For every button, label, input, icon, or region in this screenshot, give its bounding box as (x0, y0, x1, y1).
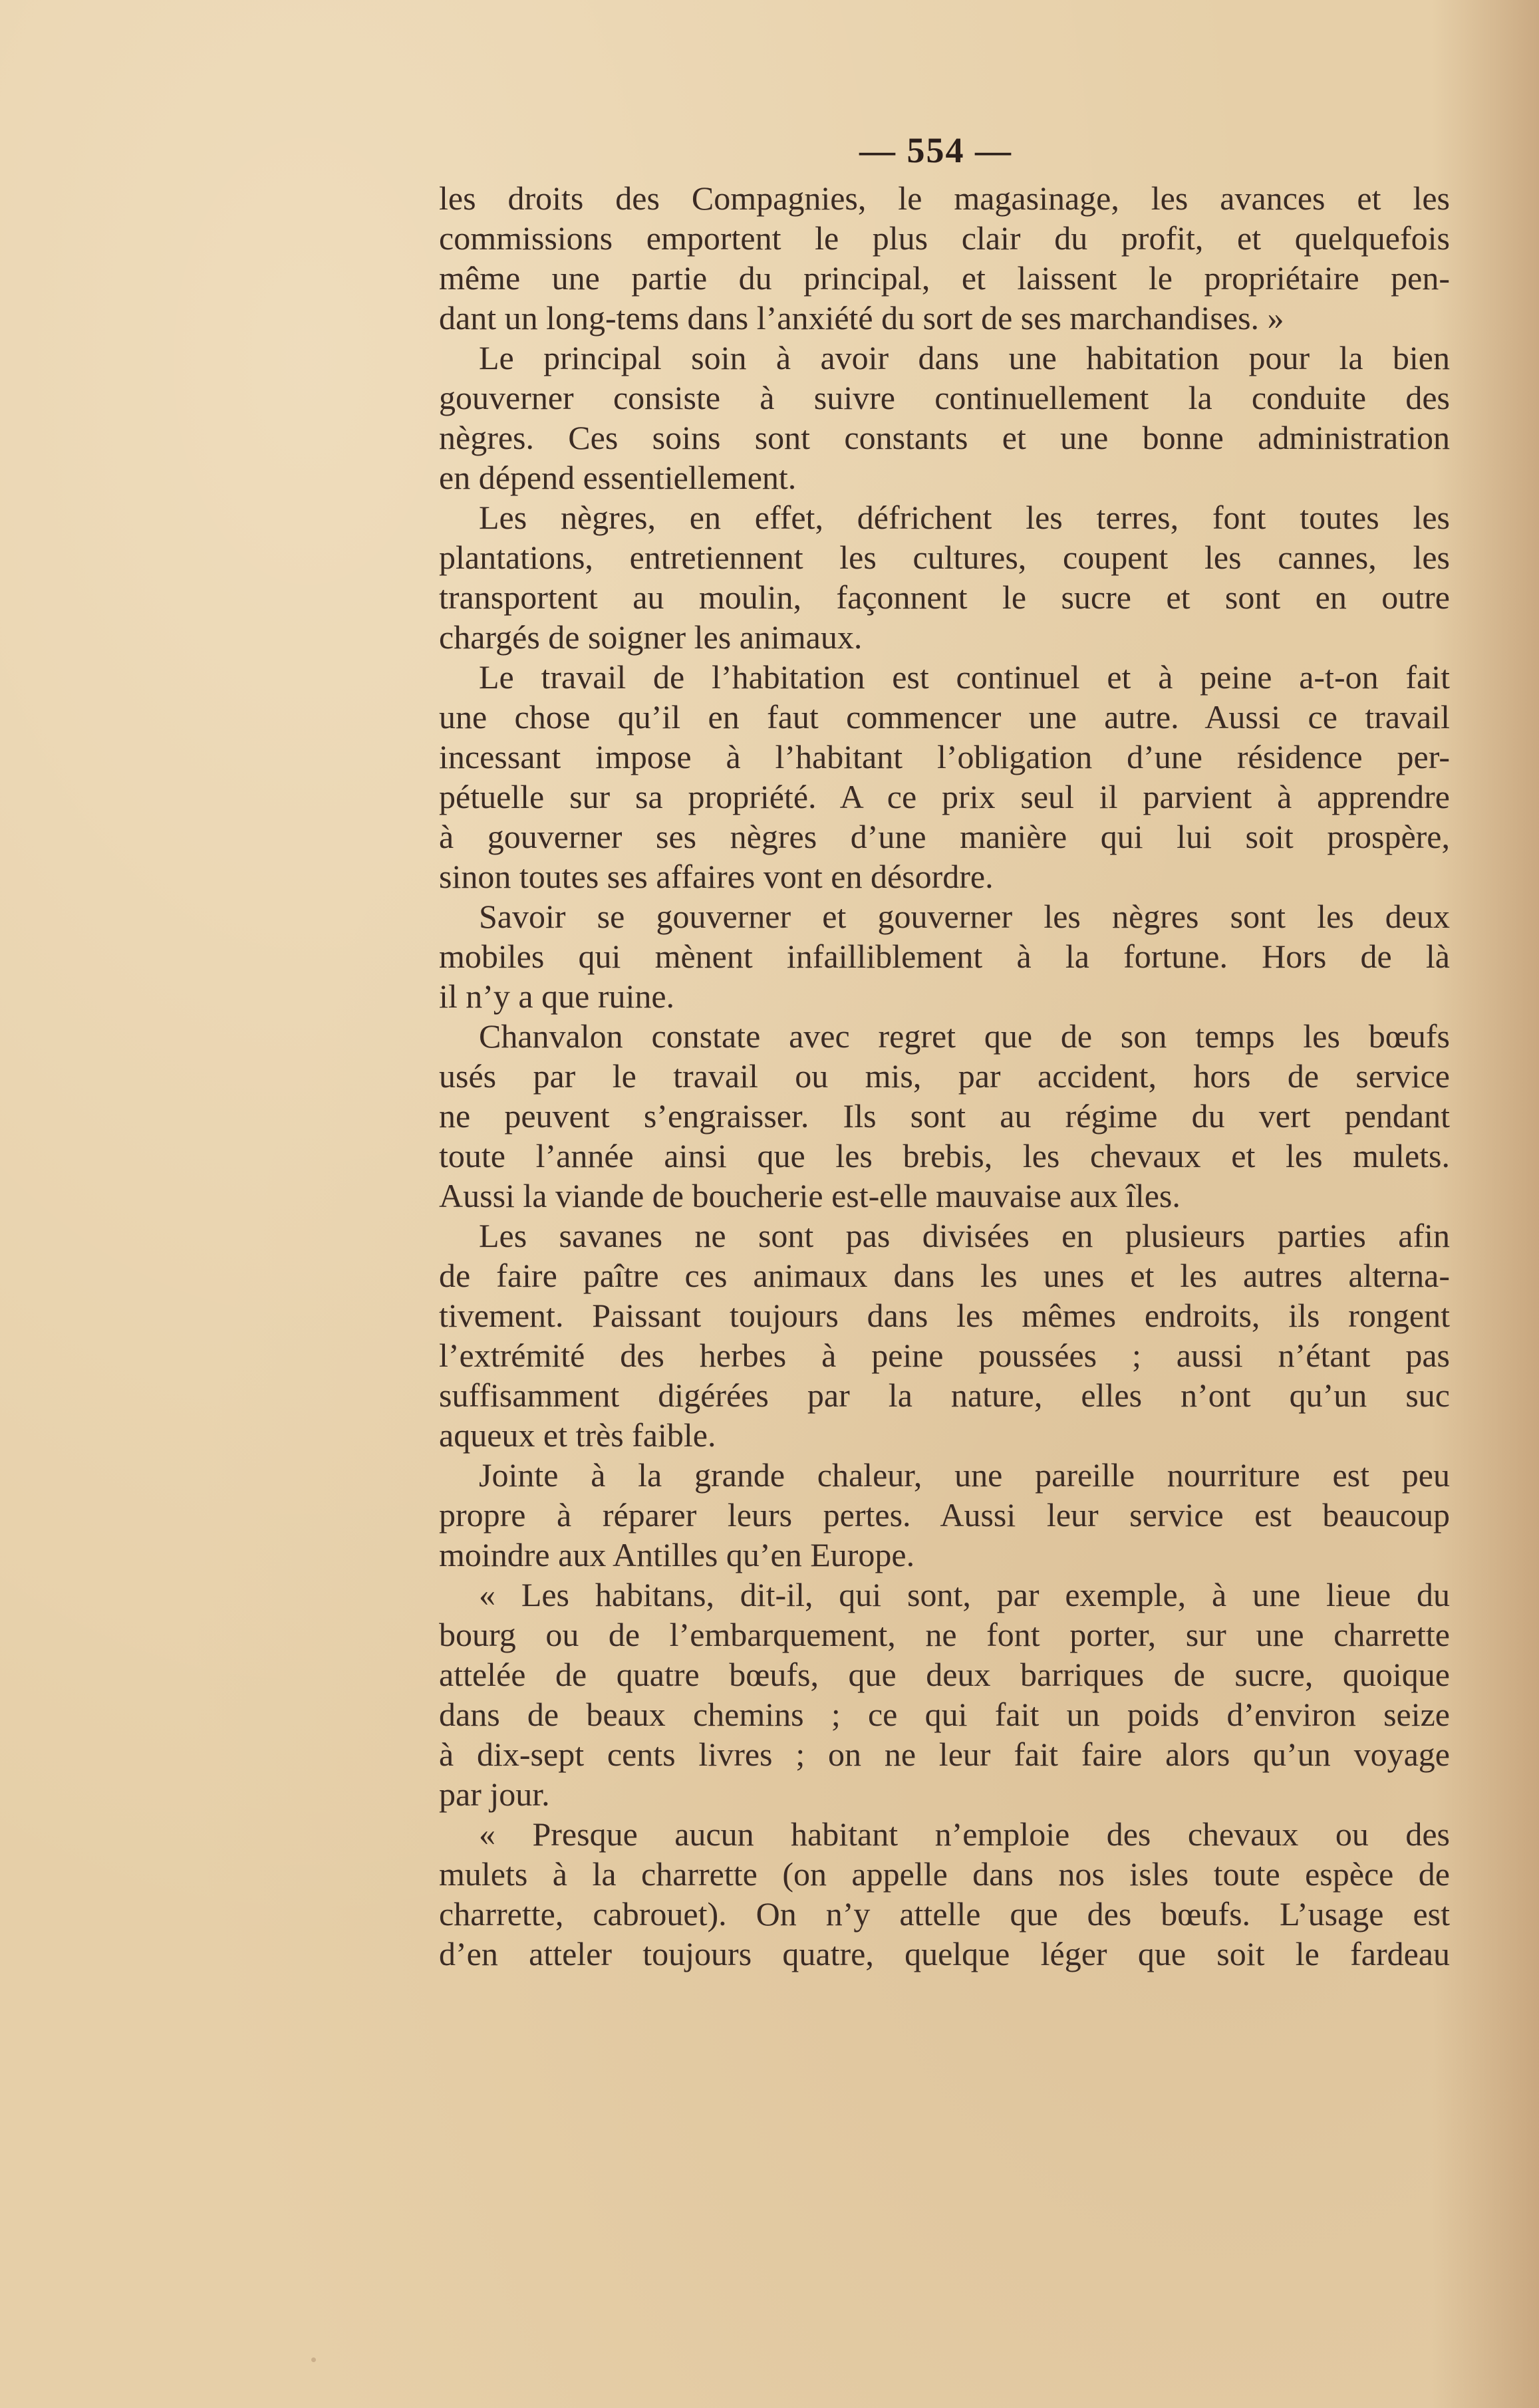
text-line: commissions emportent le plus clair du profit, et quelquefois (439, 219, 1450, 257)
text-line: usés par le travail ou mis, par accident, hors de service (439, 1057, 1450, 1095)
text-line: à dix-sept cents livres ; on ne leur fait faire alors qu’un voyage (439, 1736, 1450, 1773)
text-line: toute l’année ainsi que les brebis, les chevaux et les mulets. (439, 1137, 1450, 1174)
text-line: mobiles qui mènent infailliblement à la fortune. Hors de là (439, 938, 1450, 975)
paragraph-start: Savoir se gouverner et gouverner les nègres sont les deux (479, 898, 1450, 935)
page-number: — 554 — (859, 130, 1012, 170)
paragraph-start: « Presque aucun habitant n’emploie des chevaux ou des (479, 1815, 1450, 1853)
text-line: transportent au moulin, façonnent le sucre et sont en outre (439, 579, 1450, 616)
paragraph-start: « Les habitans, dit-il, qui sont, par exemple, à une lieue du (479, 1576, 1450, 1613)
text-line: ne peuvent s’engraisser. Ils sont au régime du vert pendant (439, 1097, 1450, 1135)
text-line: d’en atteler toujours quatre, quelque léger que soit le fardeau (439, 1935, 1450, 1972)
text-line: chargés de soigner les animaux. (439, 618, 863, 656)
paragraph-start: Le principal soin à avoir dans une habitation pour la bien (479, 339, 1450, 376)
text-line: charrette, cabrouet). On n’y attelle que des bœufs. L’usage est (439, 1895, 1450, 1933)
paper-stain (311, 2357, 316, 2362)
text-line: une chose qu’il en faut commencer une autre. Aussi ce travail (439, 698, 1450, 736)
text-line: l’extrémité des herbes à peine poussées ; aussi n’étant pas (439, 1337, 1450, 1374)
text-line: gouverner consiste à suivre continuellement la conduite des (439, 379, 1450, 416)
text-line: plantations, entretiennent les cultures, coupent les cannes, les (439, 539, 1450, 576)
text-line: bourg ou de l’embarquement, ne font porter, sur une charrette (439, 1616, 1450, 1653)
text-line: tivement. Paissant toujours dans les mêmes endroits, ils rongent (439, 1297, 1450, 1334)
text-line: incessant impose à l’habitant l’obligation d’une résidence per- (439, 738, 1450, 775)
text-line: par jour. (439, 1776, 550, 1813)
text-line: à gouverner ses nègres d’une manière qui lui soit prospère, (439, 818, 1450, 855)
text-line: il n’y a que ruine. (439, 978, 675, 1015)
text-line: attelée de quatre bœufs, que deux barriques de sucre, quoique (439, 1656, 1450, 1693)
text-line: sinon toutes ses affaires vont en désordre. (439, 858, 994, 895)
text-line: mulets à la charrette (on appelle dans nos isles toute espèce de (439, 1855, 1450, 1893)
text-line: propre à réparer leurs pertes. Aussi leur service est beaucoup (439, 1496, 1450, 1534)
text-line: nègres. Ces soins sont constants et une bonne administration (439, 419, 1450, 456)
text-line: moindre aux Antilles qu’en Europe. (439, 1536, 915, 1573)
paragraph-start: Le travail de l’habitation est continuel et à peine a-t-on fait (479, 658, 1450, 696)
paragraph-start: Jointe à la grande chaleur, une pareille nourriture est peu (479, 1456, 1450, 1494)
text-line: les droits des Compagnies, le magasinage, les avances et les (439, 180, 1450, 217)
text-line: dans de beaux chemins ; ce qui fait un poids d’environ seize (439, 1696, 1450, 1733)
text-line: pétuelle sur sa propriété. A ce prix seul il parvient à apprendre (439, 778, 1450, 815)
paragraph-start: Les nègres, en effet, défrichent les terres, font toutes les (479, 499, 1450, 536)
text-line: dant un long-tems dans l’anxiété du sort de ses marchandises. » (439, 299, 1284, 336)
text-line: Aussi la viande de boucherie est-elle mauvaise aux îles. (439, 1177, 1181, 1214)
paragraph-start: Les savanes ne sont pas divisées en plusieurs parties afin (479, 1217, 1450, 1254)
text-line: en dépend essentiellement. (439, 459, 797, 496)
text-line: de faire paître ces animaux dans les unes et les autres alterna- (439, 1257, 1450, 1294)
text-line: aqueux et très faible. (439, 1416, 716, 1454)
paragraph-start: Chanvalon constate avec regret que de son temps les bœufs (479, 1017, 1450, 1055)
text-line: suffisamment digérées par la nature, elles n’ont qu’un suc (439, 1377, 1450, 1414)
text-line: même une partie du principal, et laissent le propriétaire pen- (439, 259, 1450, 297)
body-text (439, 178, 1450, 1974)
